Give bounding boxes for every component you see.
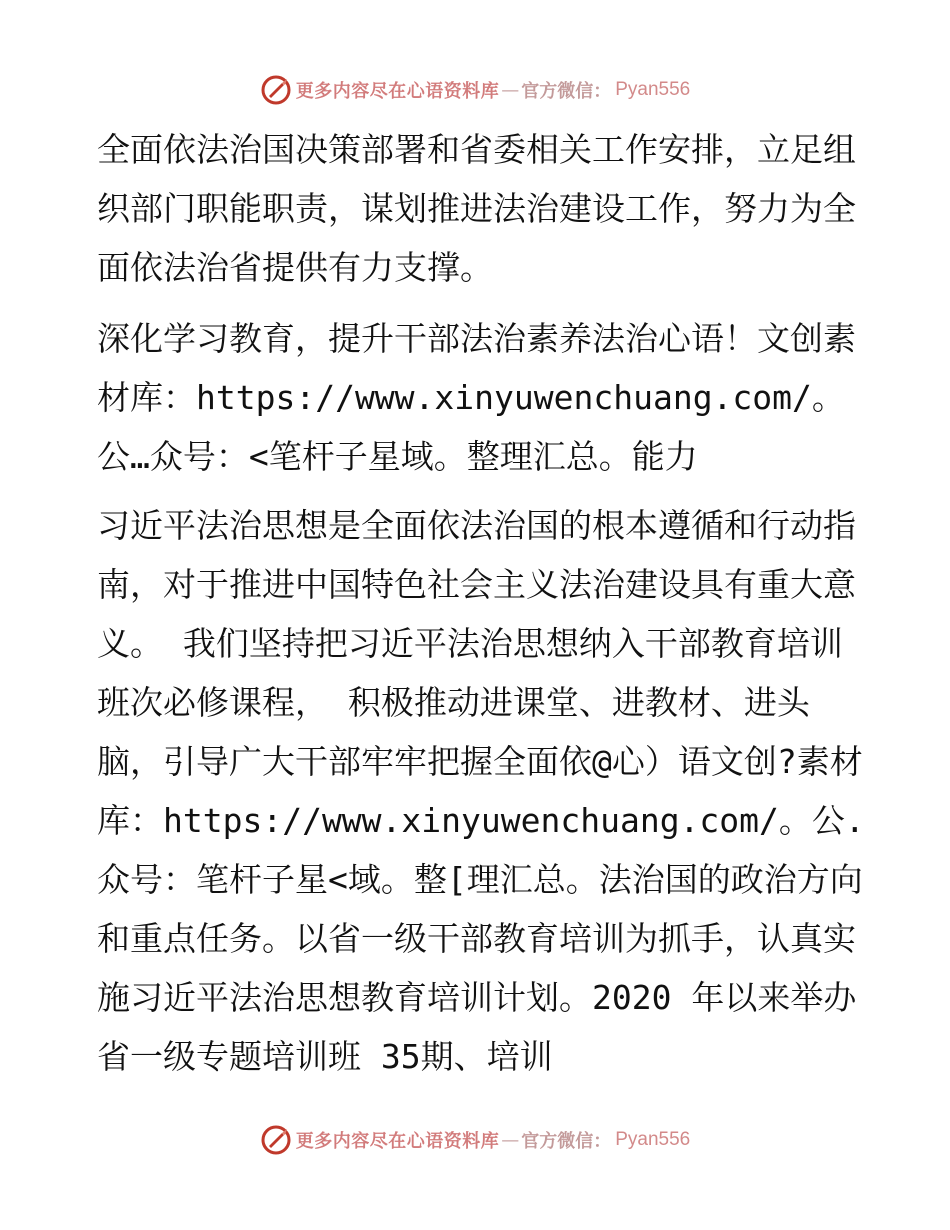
banner-brand-text: 更多内容尽在心语资料库 [295, 1131, 500, 1152]
banner-wechat-account: Pyan556 [615, 79, 691, 100]
banner-brand-text: 更多内容尽在心语资料库 [295, 81, 500, 102]
document-body [97, 120, 867, 1096]
banner-wechat-account: Pyan556 [615, 1129, 691, 1150]
header-watermark-banner [0, 70, 950, 110]
paragraph-2: 深化学习教育，提升干部法治素养法治心语！文创素材库：https://www.xinyuwenchuang.com/。公…众号：<笔杆子星域。整理汇总。能力 [97, 319, 856, 476]
banner-separator: — [501, 79, 520, 101]
paragraph-3: 习近平法治思想是全面依法治国的根本遵循和行动指南，对于推进中国特色社会主义法治建设具有重大意义。 我们坚持把习近平法治思想纳入干部教育培训班次必修课程， 积极推动进课堂、进教材、进头脑，引导广大干部牢牢把握全面依@心）语文创?素材库：https://www.xinyuwenchuang.com/。公.众号：笔杆子星<域。整[理汇总。法治国的政治方向和重点任务。以省一级干部教育培训为抓手，认真实施习近平法治思想教育培训计划。2020 年以来举办省一级专题培训班 35期、培训 [97, 506, 865, 1076]
banner-separator: — [501, 1129, 520, 1151]
quill-pen-logo-icon [260, 74, 292, 106]
banner-wechat-label: 官方微信： [521, 81, 612, 102]
footer-watermark-banner [0, 1120, 950, 1160]
banner-wechat-label: 官方微信： [521, 1131, 612, 1152]
quill-pen-logo-icon [260, 1124, 292, 1156]
paragraph-1: 全面依法治国决策部署和省委相关工作安排，立足组织部门职能职责，谋划推进法治建设工作，努力为全面依法治省提供有力支撑。 [97, 130, 856, 287]
